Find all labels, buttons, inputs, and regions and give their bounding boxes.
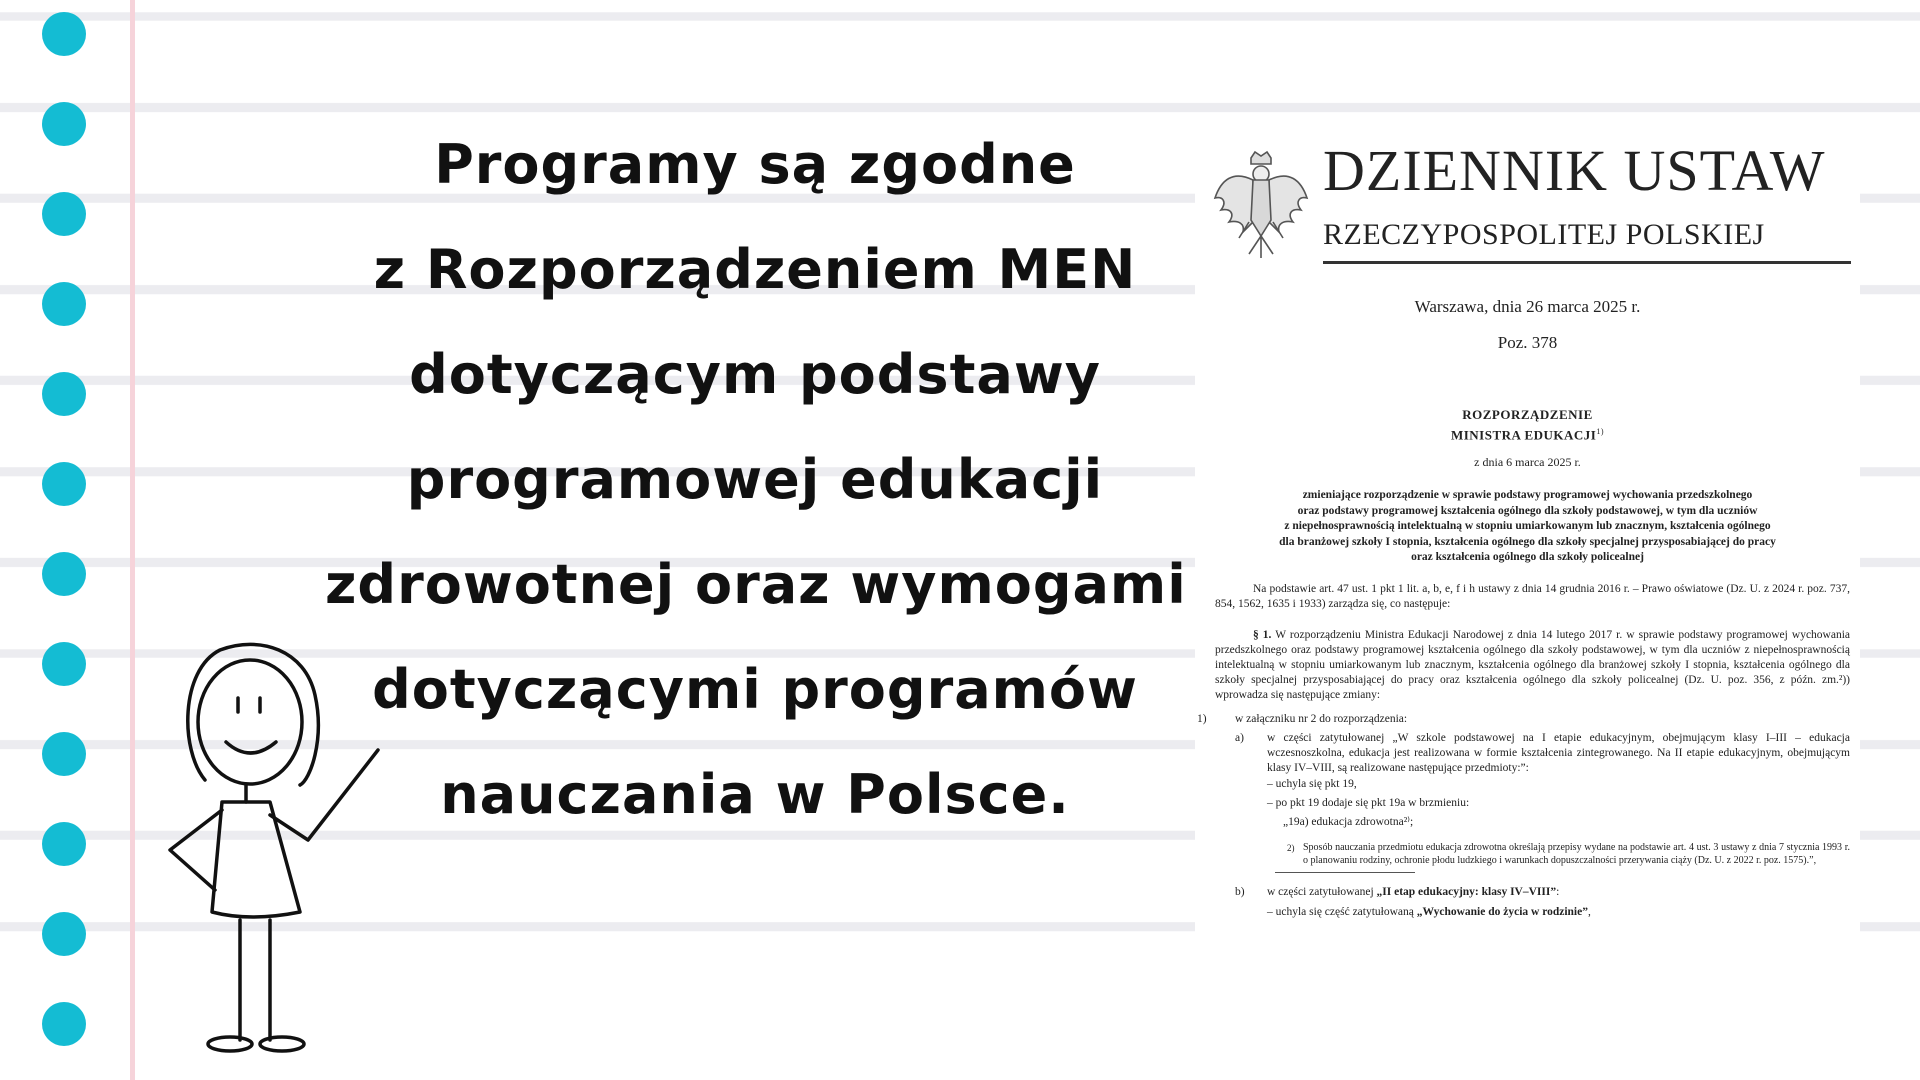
binder-dots bbox=[42, 12, 88, 1072]
dash-3-prefix: – uchyla się część zatytułowaną bbox=[1267, 906, 1414, 918]
binder-hole-dot bbox=[42, 732, 86, 776]
dash-3-title: „Wychowanie do życia w rodzinie” bbox=[1416, 906, 1588, 918]
binder-hole-dot bbox=[42, 642, 86, 686]
headline-line: dotyczącym podstawy bbox=[409, 343, 1101, 406]
stick-figure-illustration bbox=[160, 640, 400, 1075]
subject-line: zmieniające rozporządzenie w sprawie podstawy programowej wychowania przedszkolnego bbox=[1302, 489, 1753, 501]
issuer-name: MINISTRA EDUKACJI bbox=[1450, 427, 1597, 443]
subject-line: oraz podstawy programowej kształcenia ogólnego dla szkoły podstawowej, w tym dla uczniów bbox=[1297, 504, 1758, 517]
act-subject bbox=[1255, 488, 1800, 566]
headline-line: Programy są zgodne bbox=[434, 133, 1076, 196]
headline-line: zdrowotnej oraz wymogami bbox=[325, 553, 1187, 616]
headline bbox=[325, 112, 1185, 847]
binder-hole-dot bbox=[42, 1002, 86, 1046]
item-1-number: 1) bbox=[1197, 713, 1207, 725]
item-b-label: b) bbox=[1235, 886, 1245, 898]
footnote-number: 2) bbox=[1287, 843, 1295, 853]
margin-line bbox=[130, 0, 135, 1080]
binder-hole-dot bbox=[42, 372, 86, 416]
headline-line: z Rozporządzeniem MEN bbox=[373, 238, 1137, 301]
publication-date: Warszawa, dnia 26 marca 2025 r. bbox=[1414, 297, 1641, 316]
subject-line: oraz kształcenia ogólnego dla szkoły policealnej bbox=[1411, 551, 1644, 563]
binder-hole-dot bbox=[42, 552, 86, 596]
journal-subtitle: RZECZYPOSPOLITEJ POLSKIEJ bbox=[1323, 218, 1765, 251]
item-b-prefix: w części zatytułowanej bbox=[1267, 886, 1374, 898]
header-rule bbox=[1323, 261, 1851, 264]
item-1-text: w załączniku nr 2 do rozporządzenia: bbox=[1235, 713, 1408, 725]
item-a-text: w części zatytułowanej „W szkole podstawowej na I etapie edukacyjnym, obejmującym klasy I–III – edukacja wczesnoszkolna, edukacja jest realizowana w formie kształcenia zintegrowanego. Na II etapie edukacyjnym, obejmującym klasy IV–VIII, są realizowane następujące przedmioty:”: bbox=[1267, 732, 1850, 774]
journal-title: DZIENNIK USTAW bbox=[1323, 138, 1826, 203]
dash-item: – uchyla się pkt 19, bbox=[1267, 778, 1357, 790]
headline-line: nauczania w Polsce. bbox=[440, 763, 1070, 826]
item-a-label: a) bbox=[1235, 732, 1244, 744]
act-date: z dnia 6 marca 2025 r. bbox=[1474, 455, 1581, 469]
preamble: Na podstawie art. 47 ust. 1 pkt 1 lit. a, b, e, f i h ustawy z dnia 14 grudnia 2016 r. – Prawo oświatowe (Dz. U. z 2024 r. poz. 737, 854, 1562, 1635 i 1933) zarządza się, co następuje: bbox=[1215, 583, 1850, 610]
document-header bbox=[1195, 125, 1860, 265]
binder-hole-dot bbox=[42, 192, 86, 236]
dash-item: – po pkt 19 dodaje się pkt 19a w brzmieniu: bbox=[1267, 797, 1470, 809]
item-b-text bbox=[1267, 885, 1559, 900]
legal-document-page bbox=[1195, 125, 1860, 1075]
section-1-text: W rozporządzeniu Ministra Edukacji Narodowej z dnia 14 lutego 2017 r. w sprawie podstawy programowej wychowania przedszkolnego oraz podstawy programowej kształcenia ogólnego dla szkoły podstawowej, w tym dla uczniów z niepełnosprawnością intelektualną w stopniu umiarkowanym lub znacznym, kształcenia ogólnego dla branżowej szkoły I stopnia, kształcenia ogólnego dla szkoły specjalnej przysposabiającej do pracy oraz kształcenia ogólnego dla szkoły policealnej (Dz. U. poz. 356, z późn. zm.²)) wprowadza się następujące zmiany: bbox=[1215, 629, 1851, 701]
binder-hole-dot bbox=[42, 102, 86, 146]
subject-line: z niepełnosprawnością intelektualną w stopniu umiarkowanym lub znacznym, kształcenia ogólnego bbox=[1284, 520, 1771, 532]
item-b-suffix: : bbox=[1556, 886, 1560, 898]
binder-hole-dot bbox=[42, 462, 86, 506]
headline-line: programowej edukacji bbox=[406, 448, 1104, 511]
footnote-text: Sposób nauczania przedmiotu edukacja zdrowotna określają przepisy wydane na podstawie art. 4 ust. 3 ustawy z dnia 7 stycznia 1993 r. o planowaniu rodziny, ochronie płodu ludzkiego i warunkach dopuszczalności przerywania ciąży (Dz. U. z 2022 r. poz. 1575).”, bbox=[1303, 842, 1850, 866]
footnote-rule bbox=[1275, 872, 1415, 873]
act-type: ROZPORZĄDZENIE bbox=[1462, 407, 1593, 422]
section-1 bbox=[1215, 628, 1850, 703]
polish-eagle-emblem bbox=[1213, 150, 1309, 265]
subject-line: dla branżowej szkoły I stopnia, kształcenia ogólnego dla szkoły specjalnej przysposabiającej do pracy bbox=[1279, 535, 1776, 548]
binder-hole-dot bbox=[42, 282, 86, 326]
position-number: Poz. 378 bbox=[1497, 333, 1558, 352]
dash-3-suffix: , bbox=[1587, 906, 1591, 918]
quoted-point: „19a) edukacja zdrowotna²⁾; bbox=[1283, 816, 1414, 828]
binder-hole-dot bbox=[42, 822, 86, 866]
headline-line: dotyczącymi programów bbox=[372, 658, 1138, 721]
issuer-footnote-ref: 1) bbox=[1596, 427, 1605, 436]
dash-item bbox=[1267, 905, 1591, 920]
section-1-label: § 1. bbox=[1253, 629, 1272, 641]
issuer bbox=[1195, 427, 1860, 443]
binder-hole-dot bbox=[42, 912, 86, 956]
item-b-title: „II etap edukacyjny: klasy IV–VIII” bbox=[1376, 886, 1557, 898]
binder-hole-dot bbox=[42, 12, 86, 56]
